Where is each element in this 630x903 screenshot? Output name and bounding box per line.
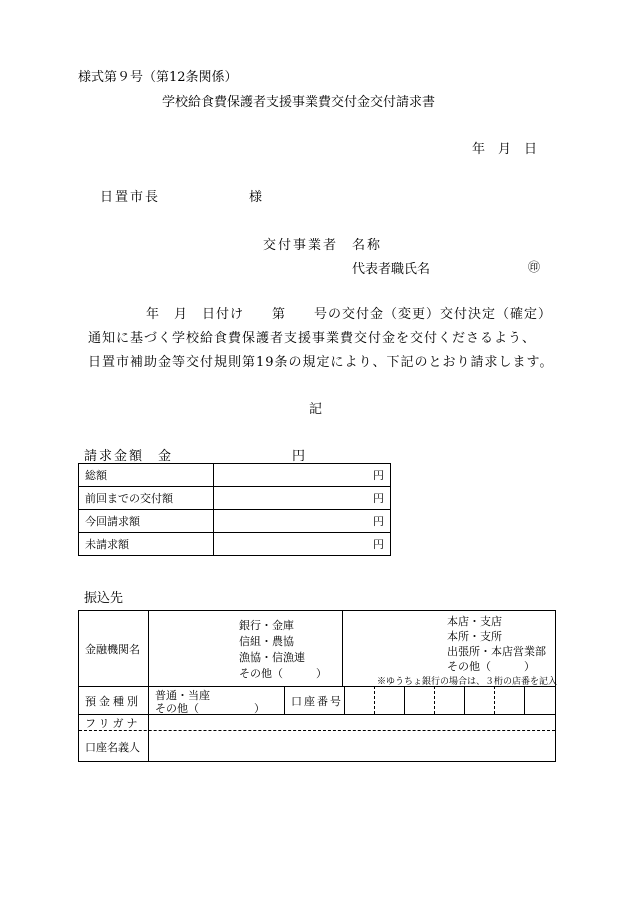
table-row (79, 487, 391, 510)
furigana-label: フリガナ (85, 717, 141, 730)
yucho-note: ※ゆうちょ銀行の場合は、３桁の店番を記入 (377, 677, 558, 687)
amount-row-label: 今回請求額 (79, 510, 214, 533)
request-amount-kin: 金 (158, 449, 172, 464)
branch-type-option: その他（ ） (447, 660, 535, 673)
request-amount-yen: 円 (292, 449, 306, 464)
account-number-label: 口座番号 (291, 695, 343, 708)
digit-separator (374, 686, 375, 714)
body-line-3: 日置市補助金等交付規則第19条の規定により、下記のとおり請求します。 (88, 355, 554, 370)
branch-type-option: 本所・支所 (447, 630, 502, 643)
digit-separator (434, 686, 435, 714)
digit-separator (494, 686, 495, 714)
addressee-honorific: 様 (249, 190, 263, 205)
bank-section-heading: 振込先 (84, 591, 124, 606)
digit-separator (404, 686, 405, 714)
amount-row-label: 総額 (79, 464, 214, 487)
amount-row-value[interactable]: 円 (214, 487, 391, 510)
amount-row-value[interactable]: 円 (214, 510, 391, 533)
amount-row-value[interactable]: 円 (214, 533, 391, 556)
deposit-type-label: 預金種別 (85, 695, 141, 708)
amount-row-label: 前回までの交付額 (79, 487, 214, 510)
account-label-divider (344, 686, 345, 714)
date-line: 年 月 日 (472, 142, 538, 157)
seal-mark: ㊞ (528, 260, 541, 274)
form-number: 様式第９号（第12条関係） (78, 70, 238, 85)
furigana-divider (79, 730, 555, 731)
digit-separator (524, 686, 525, 714)
table-row (79, 510, 391, 533)
deposit-type-option: 普通・当座 (155, 689, 210, 702)
bank-type-option: 漁協・信漁連 (239, 651, 305, 664)
addressee-mayor: 日置市長 (100, 190, 161, 205)
bank-table (78, 610, 556, 762)
document-title: 学校給食費保護者支援事業費交付金交付請求書 (162, 95, 436, 110)
table-row (79, 464, 391, 487)
institution-label: 金融機関名 (85, 643, 140, 656)
amount-row-label: 未請求額 (79, 533, 214, 556)
bank-type-option: その他（ ） (239, 667, 327, 680)
bank-type-option: 銀行・金庫 (239, 619, 294, 632)
branch-type-option: 本店・支店 (447, 615, 502, 628)
amount-row-value[interactable]: 円 (214, 464, 391, 487)
digit-separator (464, 686, 465, 714)
bank-branch-divider (342, 611, 343, 686)
representative-label: 代表者職氏名 (352, 262, 431, 277)
row-divider (79, 714, 555, 715)
branch-type-option: 出張所・本店営業部 (447, 645, 546, 658)
bank-type-option: 信組・農協 (239, 635, 294, 648)
request-amount-label: 請求金額 (84, 449, 145, 464)
body-line-1: 年 月 日付け 第 号の交付金（変更）交付決定（確定） (146, 307, 553, 322)
deposit-type-option: その他（ ） (155, 702, 265, 715)
ki-mark: 記 (309, 402, 323, 417)
body-line-2: 通知に基づく学校給食費保護者支援事業費交付金を交付くださるよう、 (88, 331, 537, 346)
account-holder-label: 口座名義人 (85, 741, 140, 754)
applicant-label: 交付事業者 (263, 238, 339, 253)
label-column-divider (148, 611, 149, 761)
amount-table (78, 463, 391, 556)
applicant-name-label: 名称 (352, 238, 383, 253)
deposit-divider (284, 686, 285, 714)
table-row (79, 533, 391, 556)
